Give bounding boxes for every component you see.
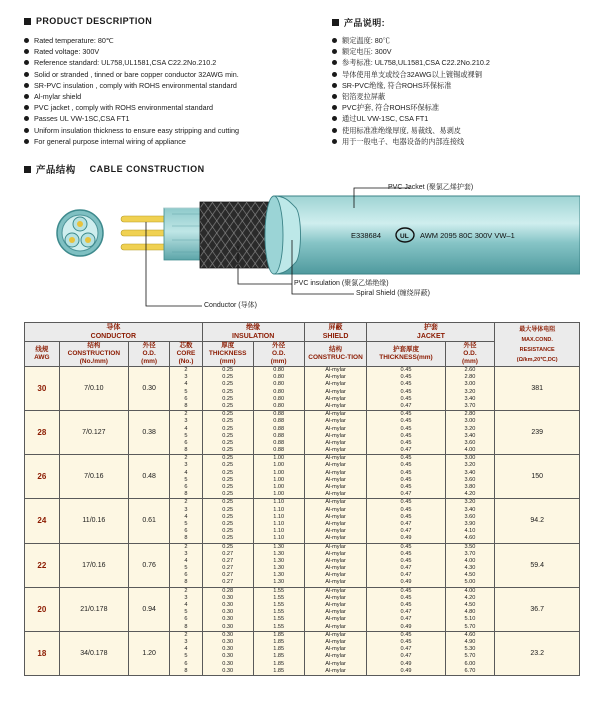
list-item: Rated voltage: 300V	[24, 47, 324, 56]
list-item: For general purpose internal wiring of appliance	[24, 137, 324, 146]
cell-awg: 28	[25, 411, 60, 455]
list-item: SR-PVC insulation , comply with ROHS environmental standard	[24, 81, 324, 90]
bullet-dot-icon	[332, 38, 337, 43]
table-group-header-row	[25, 323, 580, 342]
cell-insulation-thickness: 0.30 0.30 0.30 0.30 0.30 0.30	[202, 631, 253, 675]
square-bullet-icon	[24, 18, 31, 25]
cell-jacket-od: 2.80 3.00 3.20 3.40 3.60 4.00	[445, 411, 495, 455]
cell-insulation-od: 0.80 0.80 0.80 0.80 0.80 0.80	[253, 367, 304, 411]
list-item: PVC jacket , comply with ROHS environmental standard	[24, 103, 324, 112]
cell-jacket-thickness: 0.45 0.45 0.45 0.45 0.45 0.47	[367, 411, 445, 455]
cell-jacket-thickness: 0.45 0.45 0.45 0.45 0.45 0.47	[367, 367, 445, 411]
cell-construction: 21/0.178	[59, 587, 128, 631]
cell-insulation-thickness: 0.25 0.25 0.25 0.25 0.25 0.25	[202, 499, 253, 543]
cell-insulation-od: 1.00 1.00 1.00 1.00 1.00 1.00	[253, 455, 304, 499]
bullet-dot-icon	[24, 128, 29, 133]
list-item: 参考标准: UL758,UL1581,CSA C22.2No.210.2	[332, 58, 592, 67]
cell-shield: Al-mylar Al-mylar Al-mylar Al-mylar Al-mylar Al-mylar	[304, 411, 367, 455]
callout-spiral-shield: Spiral Shield (缠绕屏蔽)	[356, 290, 430, 297]
list-item: Al-mylar shield	[24, 92, 324, 101]
cell-cores: 2 3 4 5 6 8	[170, 455, 203, 499]
list-item: 额定温度: 80℃	[332, 36, 592, 45]
cell-awg: 20	[25, 587, 60, 631]
cell-cores: 2 3 4 5 6 8	[170, 499, 203, 543]
cell-jacket-thickness: 0.45 0.45 0.45 0.45 0.45 0.47	[367, 455, 445, 499]
cell-insulation-od: 1.85 1.85 1.85 1.85 1.85 1.85	[253, 631, 304, 675]
bullet-dot-icon	[332, 72, 337, 77]
list-item: PVC护套, 符合ROHS环保标准	[332, 103, 592, 112]
cable-construction-diagram	[24, 178, 580, 318]
product-description-title-cn: 产品说明:	[344, 18, 385, 28]
cell-resistance: 150	[495, 455, 580, 499]
bullet-dot-icon	[24, 94, 29, 99]
group-resistance: 最大导体电阻 MAX.COND. RESISTANCE (Ω/km,20℃,DC)	[495, 323, 580, 367]
cell-resistance: 94.2	[495, 499, 580, 543]
cell-awg: 26	[25, 455, 60, 499]
bullet-dot-icon	[332, 105, 337, 110]
bullet-dot-icon	[24, 38, 29, 43]
table-row	[25, 587, 580, 631]
cable-print-text: E338684	[351, 231, 382, 240]
bullet-dot-icon	[332, 60, 337, 65]
cell-shield: Al-mylar Al-mylar Al-mylar Al-mylar Al-mylar Al-mylar	[304, 367, 367, 411]
list-item: Passes UL VW-1SC,CSA FT1	[24, 114, 324, 123]
col-jacket-od: 外径 O.D. (mm)	[445, 342, 495, 367]
list-item: 导体使用单支或绞合32AWG以上镀锡或裸铜	[332, 70, 592, 79]
bullet-dot-icon	[24, 139, 29, 144]
cable-construction-title-cn: 产品结构	[36, 165, 76, 176]
col-awg: 线规 AWG	[25, 342, 60, 367]
list-item: 额定电压: 300V	[332, 47, 592, 56]
table-row	[25, 543, 580, 587]
cell-construction: 11/0.16	[59, 499, 128, 543]
cell-conductor-od: 0.94	[129, 587, 170, 631]
cell-jacket-thickness: 0.45 0.45 0.45 0.47 0.47 0.49	[367, 499, 445, 543]
cell-cores: 2 3 4 5 6 8	[170, 631, 203, 675]
col-construction: 结构 CONSTRUCTION (No./mm)	[59, 342, 128, 367]
product-description-title: PRODUCT DESCRIPTION	[36, 16, 153, 26]
cell-cores: 2 3 4 5 6 8	[170, 543, 203, 587]
cell-jacket-od: 4.60 4.90 5.30 5.70 6.00 6.70	[445, 631, 495, 675]
list-item: Rated temperature: 80℃	[24, 36, 324, 45]
bullet-dot-icon	[332, 94, 337, 99]
callout-conductor: Conductor (导体)	[204, 302, 257, 309]
cell-jacket-thickness: 0.45 0.45 0.45 0.47 0.47 0.49	[367, 543, 445, 587]
list-item: Reference standard: UL758,UL1581,CSA C22.2No.210.2	[24, 58, 324, 67]
cell-jacket-od: 4.00 4.20 4.50 4.80 5.10 5.70	[445, 587, 495, 631]
cell-resistance: 381	[495, 367, 580, 411]
cell-insulation-thickness: 0.25 0.25 0.25 0.25 0.25 0.25	[202, 411, 253, 455]
table-row	[25, 631, 580, 675]
callout-pvc-jacket: PVC Jacket (聚氯乙烯护套)	[388, 184, 474, 191]
cell-jacket-thickness: 0.45 0.45 0.45 0.47 0.47 0.49	[367, 587, 445, 631]
list-item: 使用标准准绝缘厚度, 易裁线、易剥皮	[332, 126, 592, 135]
cell-resistance: 36.7	[495, 587, 580, 631]
col-insulation-thickness: 厚度 THICKNESS (mm)	[202, 342, 253, 367]
cell-conductor-od: 0.48	[129, 455, 170, 499]
square-bullet-icon	[24, 166, 31, 173]
list-item: Uniform insulation thickness to ensure easy stripping and cutting	[24, 126, 324, 135]
list-item: SR-PVC绝缘, 符合ROHS环保标准	[332, 81, 592, 90]
cell-cores: 2 3 4 5 6 8	[170, 411, 203, 455]
cell-resistance: 239	[495, 411, 580, 455]
description-list-en	[24, 36, 324, 148]
cell-construction: 34/0.178	[59, 631, 128, 675]
bullet-dot-icon	[24, 72, 29, 77]
cell-conductor-od: 1.20	[129, 631, 170, 675]
cell-jacket-od: 3.50 3.70 4.00 4.30 4.50 5.00	[445, 543, 495, 587]
cell-shield: Al-mylar Al-mylar Al-mylar Al-mylar Al-mylar Al-mylar	[304, 631, 367, 675]
bullet-dot-icon	[24, 116, 29, 121]
bullet-dot-icon	[24, 83, 29, 88]
cable-cross-section	[57, 210, 103, 256]
list-item: Solid or stranded , tinned or bare copper conductor 32AWG min.	[24, 70, 324, 79]
bullet-dot-icon	[24, 60, 29, 65]
bullet-dot-icon	[24, 49, 29, 54]
product-description-heading-cn	[332, 16, 385, 29]
cell-shield: Al-mylar Al-mylar Al-mylar Al-mylar Al-mylar Al-mylar	[304, 543, 367, 587]
cell-jacket-thickness: 0.45 0.45 0.47 0.47 0.49 0.49	[367, 631, 445, 675]
cell-jacket-od: 3.00 3.20 3.40 3.60 3.80 4.20	[445, 455, 495, 499]
cell-shield: Al-mylar Al-mylar Al-mylar Al-mylar Al-mylar Al-mylar	[304, 587, 367, 631]
bullet-dot-icon	[332, 139, 337, 144]
cell-conductor-od: 0.30	[129, 367, 170, 411]
cell-insulation-thickness: 0.28 0.30 0.30 0.30 0.30 0.30	[202, 587, 253, 631]
cell-awg: 22	[25, 543, 60, 587]
cell-insulation-od: 0.88 0.88 0.88 0.88 0.88 0.88	[253, 411, 304, 455]
cell-shield: Al-mylar Al-mylar Al-mylar Al-mylar Al-mylar Al-mylar	[304, 499, 367, 543]
bullet-dot-icon	[332, 83, 337, 88]
cell-awg: 30	[25, 367, 60, 411]
bullet-dot-icon	[332, 116, 337, 121]
cell-insulation-od: 1.10 1.10 1.10 1.10 1.10 1.10	[253, 499, 304, 543]
square-bullet-icon	[332, 19, 339, 26]
bullet-dot-icon	[332, 128, 337, 133]
cell-cores: 2 3 4 5 6 8	[170, 587, 203, 631]
bullet-dot-icon	[332, 49, 337, 54]
cell-resistance: 23.2	[495, 631, 580, 675]
list-item: 通过UL VW-1SC, CSA FT1	[332, 114, 592, 123]
cell-jacket-od: 3.20 3.40 3.60 3.90 4.10 4.60	[445, 499, 495, 543]
bullet-dot-icon	[24, 105, 29, 110]
jacket-printing	[351, 228, 515, 242]
group-jacket: 护套 JACKET	[367, 323, 495, 342]
table-row	[25, 455, 580, 499]
cell-jacket-od: 2.60 2.80 3.00 3.20 3.40 3.70	[445, 367, 495, 411]
table-body	[25, 367, 580, 676]
cell-insulation-thickness: 0.25 0.25 0.25 0.25 0.25 0.25	[202, 367, 253, 411]
cell-insulation-od: 1.30 1.30 1.30 1.30 1.30 1.30	[253, 543, 304, 587]
table-row	[25, 499, 580, 543]
cell-conductor-od: 0.76	[129, 543, 170, 587]
cell-insulation-thickness: 0.25 0.25 0.25 0.25 0.25 0.25	[202, 455, 253, 499]
cell-insulation-od: 1.55 1.55 1.55 1.55 1.55 1.55	[253, 587, 304, 631]
group-insulation: 绝缘 INSULATION	[202, 323, 304, 342]
table-row	[25, 411, 580, 455]
cell-shield: Al-mylar Al-mylar Al-mylar Al-mylar Al-mylar Al-mylar	[304, 455, 367, 499]
product-description-heading	[24, 16, 152, 26]
cable-rating-text: AWM 2095 80C 300V VW–1	[420, 231, 515, 240]
cell-construction: 7/0.127	[59, 411, 128, 455]
col-insulation-od: 外径 O.D. (mm)	[253, 342, 304, 367]
cell-awg: 18	[25, 631, 60, 675]
col-cores: 芯数 CORE (No.)	[170, 342, 203, 367]
cell-construction: 17/0.16	[59, 543, 128, 587]
cable-construction-heading	[24, 162, 205, 176]
group-shield: 屏蔽 SHIELD	[304, 323, 367, 342]
cable-cutaway-illustration	[24, 178, 580, 318]
table-row	[25, 367, 580, 411]
cable-construction-title-en: CABLE CONSTRUCTION	[89, 164, 205, 174]
cell-insulation-thickness: 0.25 0.27 0.27 0.27 0.27 0.27	[202, 543, 253, 587]
col-jacket-thickness: 护套厚度 THICKNESS(mm)	[367, 342, 445, 367]
description-list-cn	[332, 36, 592, 148]
cell-cores: 2 3 4 5 6 8	[170, 367, 203, 411]
col-shield-construction: 结构 CONSTRUC-TION	[304, 342, 367, 367]
list-item: 用于一般电子、电器设备的内部连接线	[332, 137, 592, 146]
cell-construction: 7/0.10	[59, 367, 128, 411]
cell-conductor-od: 0.38	[129, 411, 170, 455]
group-conductor: 导体 CONDUCTOR	[25, 323, 203, 342]
cable-specification-table	[24, 322, 580, 676]
cell-resistance: 59.4	[495, 543, 580, 587]
cell-awg: 24	[25, 499, 60, 543]
col-conductor-od: 外径 O.D. (mm)	[129, 342, 170, 367]
cell-conductor-od: 0.61	[129, 499, 170, 543]
callout-pvc-insulation: PVC insulation (聚氯乙烯绝缘)	[294, 280, 389, 287]
cell-construction: 7/0.16	[59, 455, 128, 499]
list-item: 铝箔麦拉屏蔽	[332, 92, 592, 101]
ul-mark-icon: UL	[400, 233, 409, 240]
